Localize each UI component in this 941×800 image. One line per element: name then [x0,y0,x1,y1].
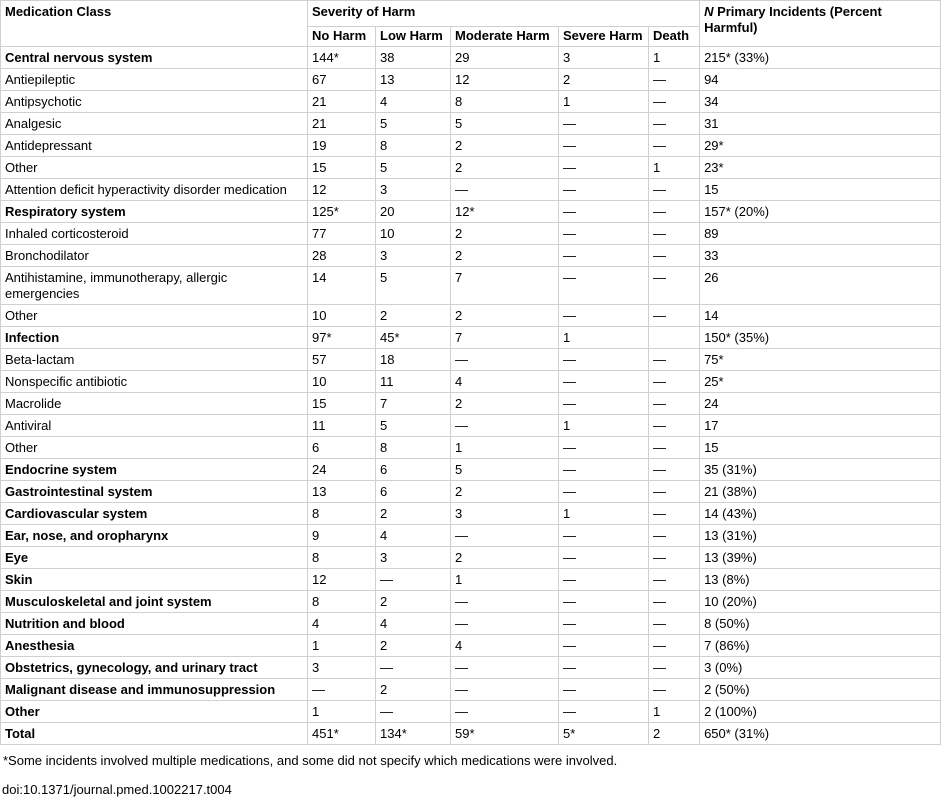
medication-class-cell: Central nervous system [1,47,308,69]
medication-class-cell: Infection [1,327,308,349]
value-cell: 24 [308,459,376,481]
value-cell: — [649,113,700,135]
value-cell: 4 [376,91,451,113]
value-cell: 2 [559,69,649,91]
value-cell: 97* [308,327,376,349]
value-cell: 12 [451,69,559,91]
value-cell: 1 [559,91,649,113]
value-cell: 21 [308,113,376,135]
value-cell: 1 [649,47,700,69]
value-cell: 14 (43%) [700,503,941,525]
medication-class-cell: Macrolide [1,393,308,415]
medication-class-cell: Gastrointestinal system [1,481,308,503]
value-cell: 89 [700,223,941,245]
medication-class-cell: Antidepressant [1,135,308,157]
value-cell: 34 [700,91,941,113]
value-cell: 2 [376,503,451,525]
value-cell: — [559,113,649,135]
value-cell: — [559,201,649,223]
value-cell: 150* (35%) [700,327,941,349]
value-cell: 8 [376,135,451,157]
value-cell: — [649,201,700,223]
value-cell: — [559,157,649,179]
value-cell: — [559,547,649,569]
medication-class-cell: Analgesic [1,113,308,135]
value-cell: — [559,305,649,327]
medication-class-cell: Nutrition and blood [1,613,308,635]
value-cell: 1 [308,635,376,657]
value-cell: 4 [451,635,559,657]
value-cell: 3 [376,245,451,267]
value-cell: 3 [308,657,376,679]
value-cell: 451* [308,723,376,745]
value-cell: 3 [451,503,559,525]
value-cell: — [649,569,700,591]
value-cell: 17 [700,415,941,437]
value-cell: — [376,569,451,591]
value-cell: 1 [559,415,649,437]
value-cell: — [649,437,700,459]
value-cell: 10 [308,305,376,327]
header-primary-incidents-label: Primary Incidents (Percent Harmful) [704,4,882,35]
value-cell: 5 [451,459,559,481]
value-cell: — [649,525,700,547]
value-cell: 13 [308,481,376,503]
value-cell: — [649,481,700,503]
value-cell: 4 [451,371,559,393]
value-cell: — [376,701,451,723]
table-row [1,223,941,245]
value-cell: 10 (20%) [700,591,941,613]
value-cell: 3 (0%) [700,657,941,679]
medication-class-cell: Other [1,305,308,327]
medication-class-cell: Beta-lactam [1,349,308,371]
value-cell: 38 [376,47,451,69]
value-cell: 5* [559,723,649,745]
value-cell: 67 [308,69,376,91]
table-row [1,723,941,745]
value-cell: — [451,349,559,371]
value-cell: 2 [451,547,559,569]
table-row [1,113,941,135]
medication-class-cell: Antihistamine, immunotherapy, allergic emergencies [1,267,308,305]
value-cell: 5 [376,267,451,305]
value-cell: — [559,679,649,701]
value-cell: 35 (31%) [700,459,941,481]
value-cell: — [559,459,649,481]
value-cell: 11 [376,371,451,393]
value-cell: — [559,635,649,657]
value-cell: — [649,459,700,481]
value-cell: 25* [700,371,941,393]
table-row [1,459,941,481]
value-cell: 3 [376,547,451,569]
table-row [1,547,941,569]
medication-class-cell: Other [1,437,308,459]
value-cell: — [559,613,649,635]
header-medication-class: Medication Class [1,1,308,47]
value-cell: 29* [700,135,941,157]
value-cell: — [451,591,559,613]
value-cell: — [649,415,700,437]
header-severe-harm: Severe Harm [559,27,649,47]
table-row [1,201,941,223]
header-moderate-harm: Moderate Harm [451,27,559,47]
value-cell: — [649,135,700,157]
value-cell: 2 [451,157,559,179]
value-cell: 24 [700,393,941,415]
value-cell: — [559,267,649,305]
medication-class-cell: Malignant disease and immunosuppression [1,679,308,701]
value-cell: 15 [700,179,941,201]
value-cell: 2 [376,591,451,613]
table-row [1,69,941,91]
table-footnote: *Some incidents involved multiple medications, and some did not specify which medications were involved. [3,753,618,768]
value-cell: 5 [451,113,559,135]
value-cell: 18 [376,349,451,371]
value-cell: 19 [308,135,376,157]
table-row [1,371,941,393]
value-cell: — [559,245,649,267]
value-cell: 11 [308,415,376,437]
medication-class-cell: Bronchodilator [1,245,308,267]
value-cell: 13 [376,69,451,91]
value-cell: — [649,223,700,245]
value-cell: — [308,679,376,701]
value-cell: 13 (39%) [700,547,941,569]
value-cell: 15 [700,437,941,459]
value-cell: — [451,179,559,201]
table-row [1,701,941,723]
table-row [1,657,941,679]
value-cell: 215* (33%) [700,47,941,69]
value-cell: 8 [451,91,559,113]
value-cell: — [559,657,649,679]
table-row [1,525,941,547]
table-row [1,179,941,201]
value-cell: — [559,701,649,723]
value-cell: 157* (20%) [700,201,941,223]
header-low-harm: Low Harm [376,27,451,47]
table-row [1,591,941,613]
table-row [1,349,941,371]
value-cell: — [649,657,700,679]
value-cell: — [376,657,451,679]
value-cell: — [559,371,649,393]
value-cell: — [451,415,559,437]
value-cell: 3 [376,179,451,201]
value-cell: 57 [308,349,376,371]
value-cell: 144* [308,47,376,69]
value-cell: 31 [700,113,941,135]
value-cell: 45* [376,327,451,349]
medication-class-cell: Other [1,157,308,179]
header-death: Death [649,27,700,47]
value-cell: 1 [559,503,649,525]
value-cell: — [649,349,700,371]
value-cell: 2 (50%) [700,679,941,701]
value-cell: — [451,657,559,679]
medication-class-cell: Attention deficit hyperactivity disorder medication [1,179,308,201]
table-row [1,47,941,69]
table-row [1,415,941,437]
medication-class-cell: Cardiovascular system [1,503,308,525]
value-cell: — [559,591,649,613]
table-row [1,327,941,349]
value-cell: — [559,481,649,503]
value-cell: 10 [376,223,451,245]
value-cell: — [559,179,649,201]
value-cell: 13 (8%) [700,569,941,591]
value-cell: 29 [451,47,559,69]
value-cell: 4 [376,525,451,547]
value-cell: 26 [700,267,941,305]
header-n-italic: N [704,4,714,19]
value-cell: 8 (50%) [700,613,941,635]
medication-class-cell: Ear, nose, and oropharynx [1,525,308,547]
table-row [1,135,941,157]
table-row [1,569,941,591]
value-cell: — [559,525,649,547]
value-cell: — [649,371,700,393]
medication-class-cell: Skin [1,569,308,591]
table-row [1,245,941,267]
value-cell [649,327,700,349]
value-cell: 94 [700,69,941,91]
value-cell: 2 [451,245,559,267]
value-cell: 9 [308,525,376,547]
value-cell: — [559,569,649,591]
value-cell: — [649,635,700,657]
value-cell: 1 [649,701,700,723]
header-primary-incidents [700,1,941,47]
value-cell: 75* [700,349,941,371]
value-cell: 20 [376,201,451,223]
value-cell: — [451,525,559,547]
table-row [1,613,941,635]
value-cell: — [559,349,649,371]
value-cell: 8 [308,591,376,613]
value-cell: 2 [649,723,700,745]
value-cell: — [559,135,649,157]
value-cell: — [649,393,700,415]
value-cell: 2 [376,679,451,701]
value-cell: — [451,613,559,635]
table-row [1,437,941,459]
value-cell: 1 [649,157,700,179]
value-cell: 2 [451,393,559,415]
value-cell: 12 [308,179,376,201]
value-cell: 21 (38%) [700,481,941,503]
value-cell: 14 [700,305,941,327]
value-cell: 77 [308,223,376,245]
value-cell: 7 (86%) [700,635,941,657]
value-cell: 13 (31%) [700,525,941,547]
table-row [1,267,941,305]
medication-class-cell: Anesthesia [1,635,308,657]
medication-class-cell: Antiviral [1,415,308,437]
value-cell: — [649,69,700,91]
value-cell: 1 [559,327,649,349]
value-cell: — [649,679,700,701]
value-cell: 14 [308,267,376,305]
value-cell: 5 [376,157,451,179]
value-cell: — [559,223,649,245]
value-cell: 4 [376,613,451,635]
table-row [1,635,941,657]
medication-class-cell: Nonspecific antibiotic [1,371,308,393]
medication-class-cell: Other [1,701,308,723]
value-cell: 21 [308,91,376,113]
value-cell: — [649,179,700,201]
value-cell: 10 [308,371,376,393]
value-cell: 1 [451,437,559,459]
medication-class-cell: Endocrine system [1,459,308,481]
value-cell: 5 [376,415,451,437]
value-cell: 12 [308,569,376,591]
table-row [1,91,941,113]
value-cell: 6 [376,481,451,503]
value-cell: 7 [376,393,451,415]
value-cell: — [559,393,649,415]
value-cell: 23* [700,157,941,179]
value-cell: 2 [451,223,559,245]
value-cell: 6 [376,459,451,481]
table-row [1,679,941,701]
value-cell: 6 [308,437,376,459]
value-cell: — [649,91,700,113]
value-cell: 8 [308,503,376,525]
value-cell: 125* [308,201,376,223]
value-cell: 1 [308,701,376,723]
value-cell: 2 (100%) [700,701,941,723]
value-cell: 2 [451,135,559,157]
header-severity-group: Severity of Harm [308,1,700,27]
medication-class-cell: Inhaled corticosteroid [1,223,308,245]
value-cell: — [559,437,649,459]
value-cell: 8 [308,547,376,569]
medication-class-cell: Total [1,723,308,745]
value-cell: 12* [451,201,559,223]
value-cell: — [649,267,700,305]
value-cell: 2 [451,305,559,327]
value-cell: — [451,701,559,723]
value-cell: 5 [376,113,451,135]
value-cell: — [649,591,700,613]
value-cell: 8 [376,437,451,459]
value-cell: — [649,547,700,569]
value-cell: 3 [559,47,649,69]
value-cell: 2 [376,305,451,327]
value-cell: 650* (31%) [700,723,941,745]
value-cell: 4 [308,613,376,635]
value-cell: 33 [700,245,941,267]
value-cell: — [649,305,700,327]
header-no-harm: No Harm [308,27,376,47]
value-cell: 134* [376,723,451,745]
value-cell: 1 [451,569,559,591]
value-cell: — [649,245,700,267]
value-cell: 15 [308,393,376,415]
value-cell: 7 [451,267,559,305]
medication-class-cell: Musculoskeletal and joint system [1,591,308,613]
value-cell: — [649,503,700,525]
value-cell: 2 [376,635,451,657]
table-row [1,481,941,503]
medication-class-cell: Antiepileptic [1,69,308,91]
table-row [1,157,941,179]
medication-class-cell: Eye [1,547,308,569]
medication-class-cell: Obstetrics, gynecology, and urinary tract [1,657,308,679]
value-cell: — [649,613,700,635]
value-cell: 15 [308,157,376,179]
value-cell: 28 [308,245,376,267]
doi-line: doi:10.1371/journal.pmed.1002217.t004 [2,782,232,797]
table-row [1,305,941,327]
value-cell: 59* [451,723,559,745]
medication-class-cell: Respiratory system [1,201,308,223]
table-row [1,503,941,525]
value-cell: — [451,679,559,701]
table-row [1,393,941,415]
medication-class-cell: Antipsychotic [1,91,308,113]
value-cell: 7 [451,327,559,349]
value-cell: 2 [451,481,559,503]
